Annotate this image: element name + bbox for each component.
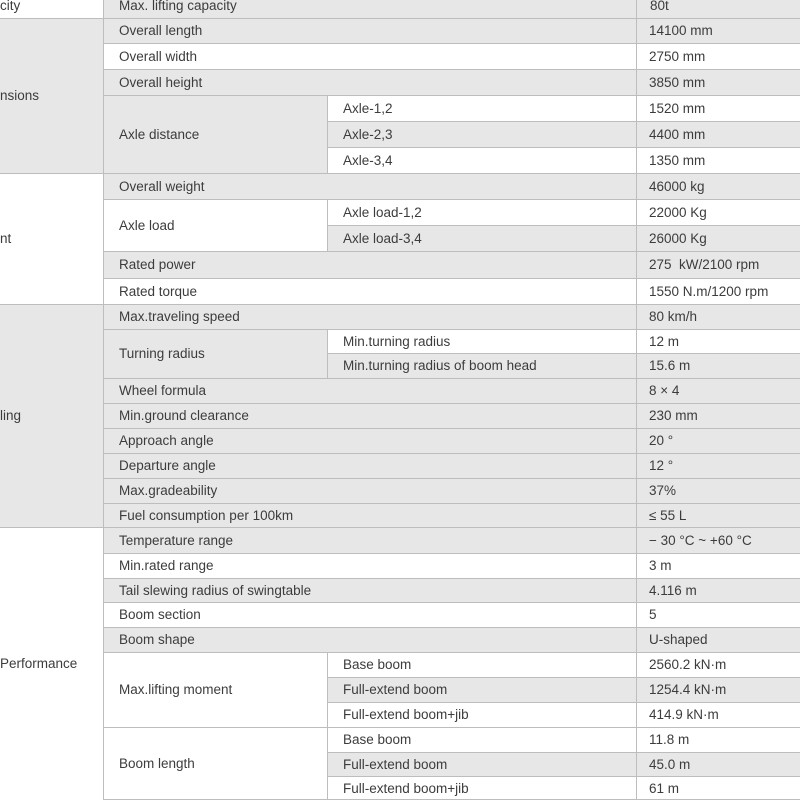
grid-line — [104, 278, 800, 279]
row-label: Temperature range — [104, 527, 637, 553]
row-value: 3 m — [637, 553, 800, 578]
sub-label: Full-extend boom+jib — [328, 776, 637, 800]
grid-line — [104, 329, 800, 330]
row-value: 5 — [637, 602, 800, 627]
sub-label: Axle-1,2 — [328, 95, 637, 121]
grid-line — [0, 18, 800, 19]
sub-label: Full-extend boom — [328, 752, 637, 776]
grid-line — [104, 627, 800, 628]
section-traveling — [0, 304, 103, 527]
grid-line — [327, 95, 328, 173]
sub-label: Min.turning radius — [328, 329, 637, 353]
row-value: 1550 N.m/1200 rpm — [637, 278, 800, 304]
sub-label: Axle-3,4 — [328, 147, 637, 173]
grid-line — [636, 0, 637, 800]
grid-line — [328, 121, 800, 122]
row-value: 37% — [637, 478, 800, 503]
grid-line — [104, 69, 800, 70]
row-label: Approach angle — [104, 428, 637, 453]
grid-line — [328, 752, 800, 753]
row-label: Max.gradeability — [104, 478, 637, 503]
grid-line — [327, 652, 328, 800]
row-value: 11.8 m — [637, 727, 800, 752]
row-value: 14100 mm — [637, 18, 800, 43]
section-performance-label: Performance — [0, 656, 78, 671]
row-label: Overall weight — [104, 173, 637, 199]
row-value: U-shaped — [637, 627, 800, 652]
grid-line — [0, 173, 800, 174]
row-value: 3850 mm — [637, 69, 800, 95]
grid-line — [104, 602, 800, 603]
row-value: 80 km/h — [637, 304, 800, 329]
row-value: 1254.4 kN·m — [637, 677, 800, 702]
sub-label: Axle load-3,4 — [328, 225, 637, 251]
row-label: Boom section — [104, 602, 637, 627]
row-label: Boom shape — [104, 627, 637, 652]
row-label: Fuel consumption per 100km — [104, 503, 637, 527]
grid-line — [328, 702, 800, 703]
grid-line — [104, 199, 800, 200]
row-label: Rated torque — [104, 278, 637, 304]
row-label: Departure angle — [104, 453, 637, 478]
grid-line — [104, 453, 800, 454]
grid-line — [328, 353, 800, 354]
grid-line — [0, 304, 800, 305]
sub-label: Min.turning radius of boom head — [328, 353, 637, 378]
grid-line — [104, 43, 800, 44]
row-value: 275 kW/2100 rpm — [637, 251, 800, 278]
row-value: 46000 kg — [637, 173, 800, 199]
row-value: 8 × 4 — [637, 378, 800, 403]
sub-label: Axle-2,3 — [328, 121, 637, 147]
row-value: 1350 mm — [637, 147, 800, 173]
grid-line — [103, 0, 104, 800]
row-value: 12 ° — [637, 453, 800, 478]
row-value: ≤ 55 L — [637, 503, 800, 527]
row-label: Max.traveling speed — [104, 304, 637, 329]
row-value: 20 ° — [637, 428, 800, 453]
section-traveling-label: ling — [0, 408, 22, 423]
sub-label: Full-extend boom+jib — [328, 702, 637, 727]
row-value: 4.116 m — [637, 578, 800, 602]
sub-label: Full-extend boom — [328, 677, 637, 702]
section-capacity — [0, 0, 103, 18]
grid-line — [104, 378, 800, 379]
grid-line — [328, 677, 800, 678]
group-label-axle-load: Axle load — [104, 199, 327, 251]
row-label: Min.ground clearance — [104, 403, 637, 428]
grid-line — [104, 251, 800, 252]
row-value: 26000 Kg — [637, 225, 800, 251]
section-dimensions — [0, 18, 103, 173]
sub-label: Base boom — [328, 652, 637, 677]
sub-label: Base boom — [328, 727, 637, 752]
grid-line — [104, 652, 800, 653]
row-label: Overall length — [104, 18, 637, 43]
row-label: Wheel formula — [104, 378, 637, 403]
section-capacity-label: city — [0, 0, 21, 13]
grid-line — [328, 225, 800, 226]
row-value: 4400 mm — [637, 121, 800, 147]
row-value: 2560.2 kN·m — [637, 652, 800, 677]
grid-line — [0, 527, 800, 528]
grid-line — [104, 95, 800, 96]
section-weight-label: nt — [0, 231, 12, 246]
section-weight — [0, 173, 103, 304]
sub-label: Axle load-1,2 — [328, 199, 637, 225]
grid-line — [104, 503, 800, 504]
group-label-axle-distance: Axle distance — [104, 95, 327, 173]
group-label-boom-length: Boom length — [104, 727, 327, 800]
row-label: Rated power — [104, 251, 637, 278]
grid-line — [104, 403, 800, 404]
row-value: − 30 °C ~ +60 °C — [637, 527, 800, 553]
row-value: 230 mm — [637, 403, 800, 428]
row-label: Tail slewing radius of swingtable — [104, 578, 637, 602]
grid-line — [104, 478, 800, 479]
section-dimensions-label: nsions — [0, 88, 40, 103]
row-value: 45.0 m — [637, 752, 800, 776]
row-value: 15.6 m — [637, 353, 800, 378]
row-value: 61 m — [637, 776, 800, 800]
section-performance — [0, 527, 103, 800]
row-label: Overall height — [104, 69, 637, 95]
group-label-max-lifting-moment: Max.lifting moment — [104, 652, 327, 727]
grid-line — [104, 727, 800, 728]
row-value: 22000 Kg — [637, 199, 800, 225]
grid-line — [104, 428, 800, 429]
row-value: 1520 mm — [637, 95, 800, 121]
grid-line — [328, 776, 800, 777]
grid-line — [104, 578, 800, 579]
group-label-turning-radius: Turning radius — [104, 329, 327, 378]
row-label: Overall width — [104, 43, 637, 69]
row-label: Min.rated range — [104, 553, 637, 578]
grid-line — [328, 147, 800, 148]
row-value: 414.9 kN·m — [637, 702, 800, 727]
row-value: 2750 mm — [637, 43, 800, 69]
row-value: 80t — [637, 0, 800, 18]
row-label: Max. lifting capacity — [104, 0, 637, 18]
row-value: 12 m — [637, 329, 800, 353]
grid-line — [104, 553, 800, 554]
